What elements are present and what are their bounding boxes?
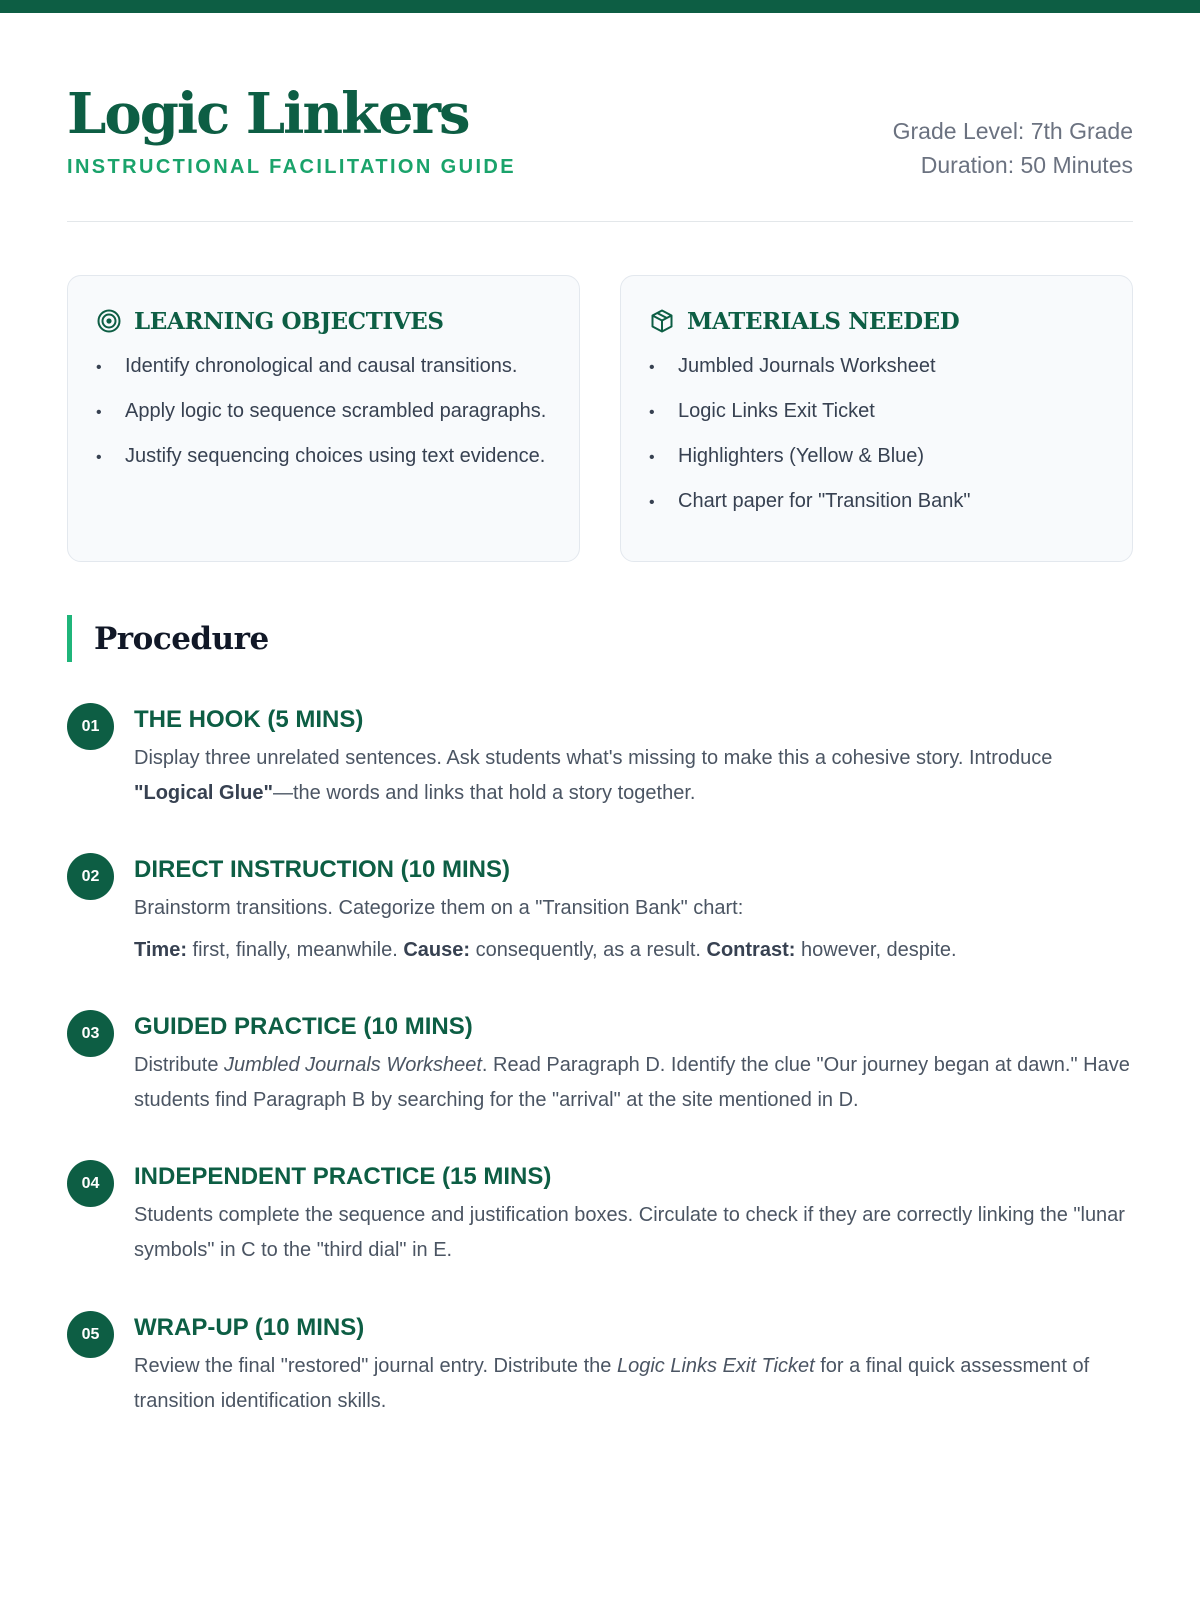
list-item: •Chart paper for "Transition Bank": [649, 485, 1104, 519]
list-item: •Identify chronological and causal transitions.: [96, 350, 551, 384]
list-item: •Highlighters (Yellow & Blue): [649, 440, 1104, 474]
step-title: GUIDED PRACTICE (10 MINS): [134, 1013, 473, 1040]
materials-header: [649, 304, 1104, 338]
lesson-meta: [893, 114, 1133, 182]
step-description: Students complete the sequence and justification boxes. Circulate to check if they are correctly linking the "lunar symbols" in C to the "third dial" in E.: [134, 1204, 1125, 1261]
duration: Duration: 50 Minutes: [920, 152, 1133, 178]
materials-title: MATERIALS NEEDED: [687, 307, 960, 335]
list-item: •Apply logic to sequence scrambled paragraphs.: [96, 395, 551, 429]
step-title: DIRECT INSTRUCTION (10 MINS): [134, 856, 511, 883]
box-icon: [649, 308, 675, 334]
document-subtitle: INSTRUCTIONAL FACILITATION GUIDE: [67, 156, 517, 178]
step-number-badge: 04: [67, 1160, 114, 1207]
procedure-heading: [67, 615, 269, 662]
list-item: •Justify sequencing choices using text evidence.: [96, 440, 551, 474]
objectives-header: [96, 304, 551, 338]
materials-card: [620, 275, 1133, 562]
step-description: Brainstorm transitions. Categorize them on a "Transition Bank" chart:: [134, 897, 744, 919]
document-title: Logic Linkers: [67, 81, 469, 147]
objectives-title: LEARNING OBJECTIVES: [134, 307, 444, 335]
step-title: THE HOOK (5 MINS): [134, 706, 364, 733]
step-description: Review the final "restored" journal entry. Distribute the Logic Links Exit Ticket for a final quick assessment of transition identification skills.: [134, 1355, 1090, 1412]
step-description: Distribute Jumbled Journals Worksheet. Read Paragraph D. Identify the clue "Our journey began at dawn." Have students find Paragraph B by searching for the "arrival" at the site mentioned in D.: [134, 1054, 1130, 1111]
list-item: •Logic Links Exit Ticket: [649, 395, 1104, 429]
procedure-title: Procedure: [94, 620, 269, 657]
step-number-badge: 01: [67, 703, 114, 750]
step-description: Display three unrelated sentences. Ask students what's missing to make this a cohesive story. Introduce "Logical Glue"—the words and links that hold a story together.: [134, 747, 1053, 804]
list-item: •Jumbled Journals Worksheet: [649, 350, 1104, 384]
objectives-list: [96, 350, 551, 474]
step-title: WRAP-UP (10 MINS): [134, 1314, 365, 1341]
step-number-badge: 02: [67, 853, 114, 900]
transition-categories: Time: first, finally, meanwhile. Cause: consequently, as a result. Contrast: however, despite.: [134, 939, 957, 961]
grade-level: Grade Level: 7th Grade: [892, 118, 1133, 144]
objectives-card: [67, 275, 580, 562]
materials-list: [649, 350, 1104, 519]
step-number-badge: 05: [67, 1311, 114, 1358]
top-accent-bar: [0, 0, 1200, 13]
step-number-badge: 03: [67, 1010, 114, 1057]
page-header: [67, 80, 1133, 222]
target-icon: [96, 308, 122, 334]
step-title: INDEPENDENT PRACTICE (15 MINS): [134, 1163, 552, 1190]
